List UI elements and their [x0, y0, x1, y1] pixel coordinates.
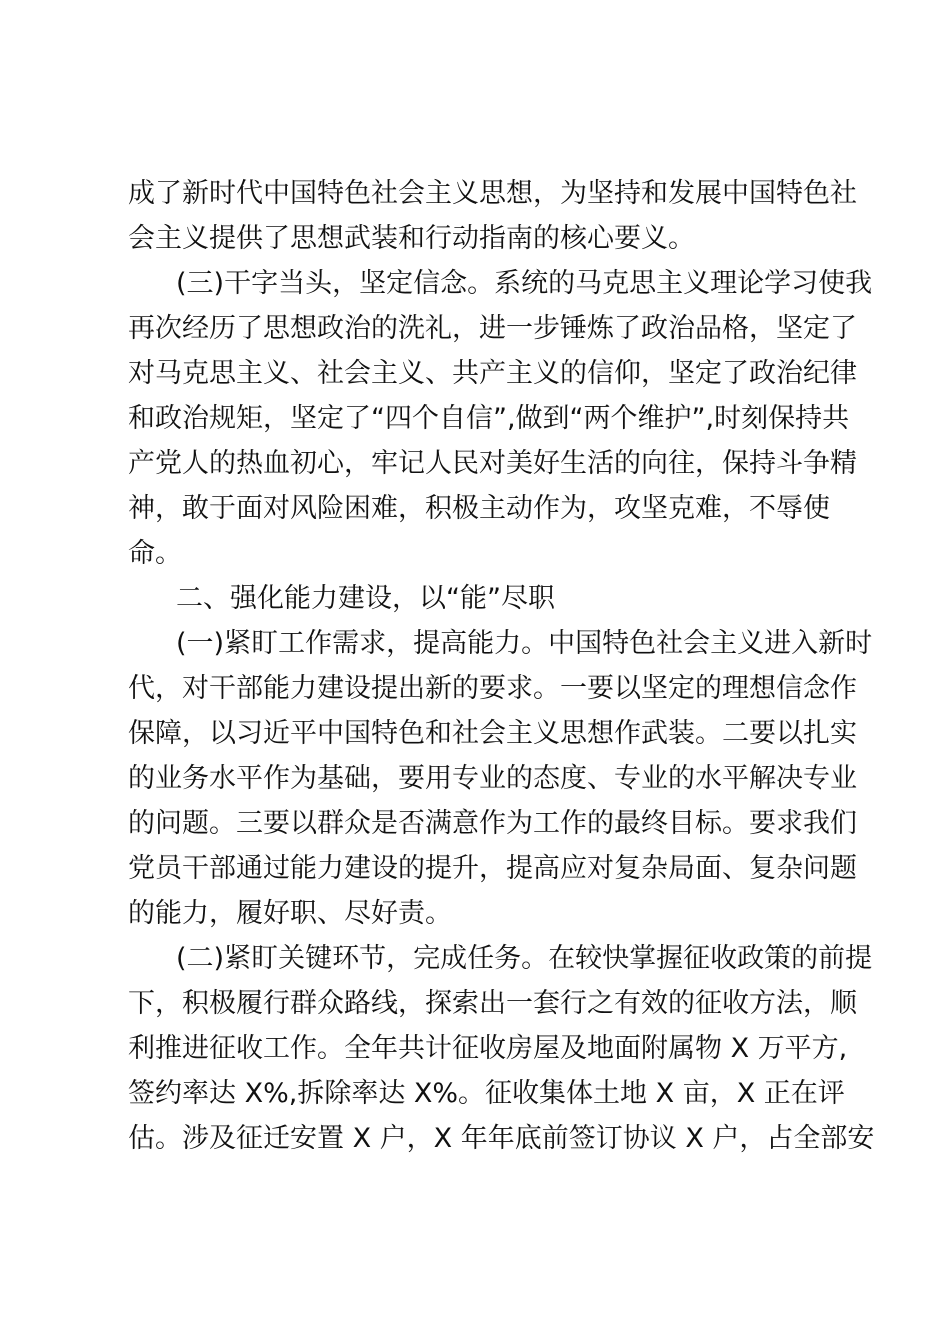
text-line: 命。: [128, 538, 182, 569]
text-line: 对马克思主义、社会主义、共产主义的信仰，坚定了政治纪律: [128, 358, 857, 389]
text-line: 利推进征收工作。全年共计征收房屋及地面附属物 X 万平方,: [128, 1033, 848, 1064]
text-line: 成了新时代中国特色社会主义思想，为坚持和发展中国特色社: [128, 178, 857, 209]
paragraph-start-line: (三)干字当头，坚定信念。系统的马克思主义理论学习使我: [176, 268, 873, 299]
text-line: 的业务水平作为基础，要用专业的态度、专业的水平解决专业: [128, 763, 857, 794]
text-line: 党员干部通过能力建设的提升，提高应对复杂局面、复杂问题: [128, 853, 857, 884]
text-line: 和政治规矩，坚定了“四个自信”,做到“两个维护”,时刻保持共: [128, 403, 850, 434]
text-line: 下，积极履行群众路线，探索出一套行之有效的征收方法，顺: [128, 988, 857, 1019]
text-line: 再次经历了思想政治的洗礼，进一步锤炼了政治品格，坚定了: [128, 313, 857, 344]
text-line: 代，对干部能力建设提出新的要求。一要以坚定的理想信念作: [128, 673, 857, 704]
text-line: 保障，以习近平中国特色和社会主义思想作武装。二要以扎实: [128, 718, 857, 749]
text-line: 签约率达 X%,拆除率达 X%。征收集体土地 X 亩，X 正在评: [128, 1078, 845, 1109]
section-heading: 二、强化能力建设，以“能”尽职: [176, 583, 555, 614]
text-line: 的问题。三要以群众是否满意作为工作的最终目标。要求我们: [128, 808, 857, 839]
text-line: 估。涉及征迁安置 X 户，X 年年底前签订协议 X 户，占全部安: [128, 1123, 875, 1154]
text-line: 的能力，履好职、尽好责。: [128, 898, 452, 929]
text-line: 会主义提供了思想武装和行动指南的核心要义。: [128, 223, 695, 254]
paragraph-start-line: (二)紧盯关键环节，完成任务。在较快掌握征收政策的前提: [176, 943, 873, 974]
text-line: 神，敢于面对风险困难，积极主动作为，攻坚克难，不辱使: [128, 493, 830, 524]
paragraph-start-line: (一)紧盯工作需求，提高能力。中国特色社会主义进入新时: [176, 628, 873, 659]
text-line: 产党人的热血初心，牢记人民对美好生活的向往，保持斗争精: [128, 448, 857, 479]
